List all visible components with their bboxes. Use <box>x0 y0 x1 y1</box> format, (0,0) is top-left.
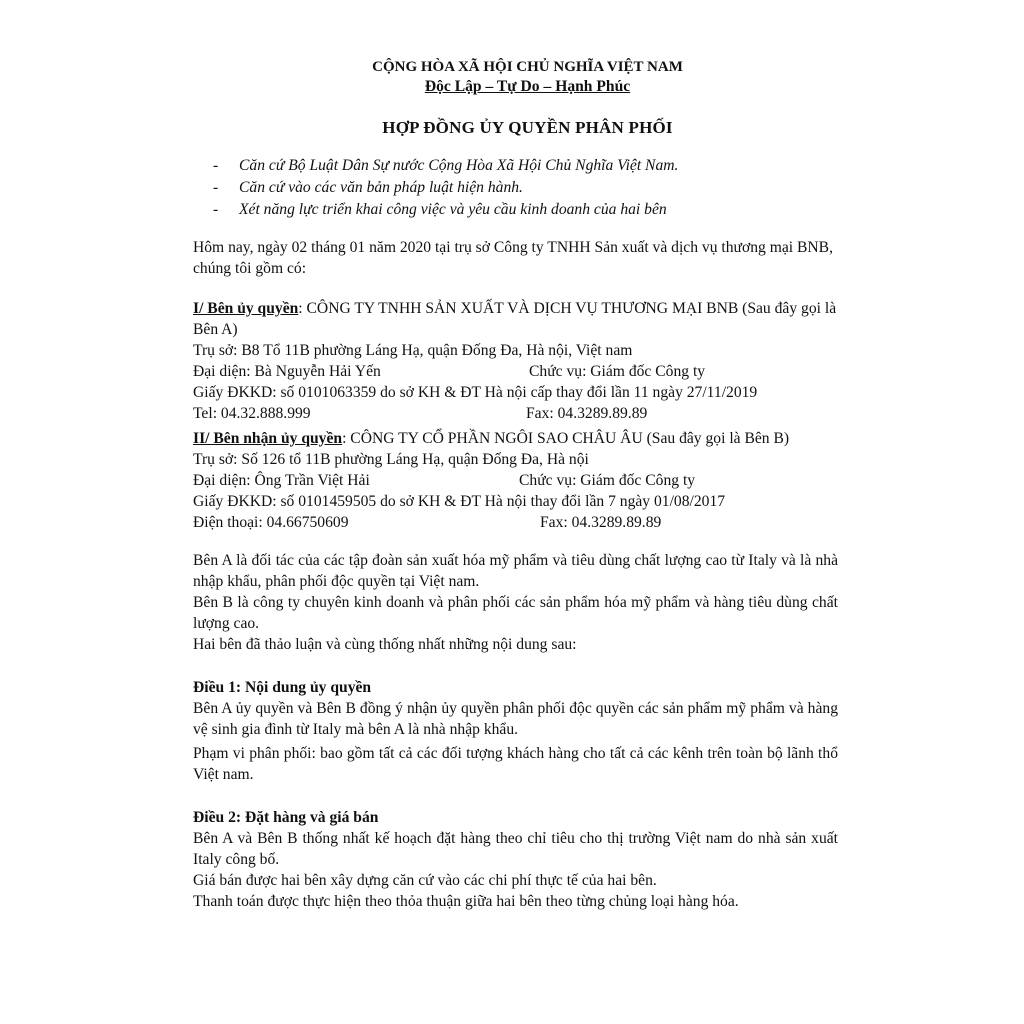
party-a-address: Trụ sở: B8 Tổ 11B phường Láng Hạ, quận Đống Đa, Hà nội, Việt nam <box>193 341 633 359</box>
background-paragraph: Bên A là đối tác của các tập đoàn sản xuất hóa mỹ phẩm và tiêu dùng chất lượng cao từ Italy và là nhà nhập khẩu, phân phối độc quyền tại Việt nam. <box>193 551 838 590</box>
motto-text: Độc Lập – Tự Do – Hạnh Phúc <box>424 78 631 95</box>
article-2-paragraph: Bên A và Bên B thống nhất kế hoạch đặt hàng theo chỉ tiêu cho thị trường Việt nam do nhà sản xuất Italy công bố. <box>193 829 838 868</box>
party-a-name: : CÔNG TY TNHH SẢN XUẤT VÀ DỊCH VỤ THƯƠNG MẠI BNB (Sau đây gọi là Bên A) <box>193 299 837 338</box>
party-a-contact-row <box>193 403 838 424</box>
article-2-paragraph: Giá bán được hai bên xây dựng căn cứ vào các chi phí thực tế của hai bên. <box>193 871 657 889</box>
party-a-section <box>193 298 838 424</box>
party-a-fax: Fax: 04.3289.89.89 <box>526 404 648 422</box>
background-paragraph: Hai bên đã thảo luận và cùng thống nhất những nội dung sau: <box>193 635 577 653</box>
motto <box>217 77 838 97</box>
legal-basis-item: - Xét năng lực triển khai công việc và yêu cầu kinh doanh của hai bên <box>213 201 667 218</box>
legal-basis-text: Căn cứ Bộ Luật Dân Sự nước Cộng Hòa Xã Hội Chủ Nghĩa Việt Nam. <box>239 157 679 174</box>
legal-basis-text: Xét năng lực triển khai công việc và yêu cầu kinh doanh của hai bên <box>239 201 667 218</box>
party-b-position: Chức vụ: Giám đốc Công ty <box>519 471 696 489</box>
party-b-tel: Điện thoại: 04.66750609 <box>193 513 349 531</box>
document-title: HỢP ĐỒNG ỦY QUYỀN PHÂN PHỐI <box>382 118 673 137</box>
party-b-representative-row <box>193 470 838 491</box>
party-a-tel: Tel: 04.32.888.999 <box>193 404 311 422</box>
background-paragraph: Bên B là công ty chuyên kinh doanh và phân phối các sản phẩm hóa mỹ phẩm và hàng tiêu dùng chất lượng cao. <box>193 593 838 632</box>
party-b-section <box>193 428 838 533</box>
contract-page <box>193 58 838 912</box>
article-1-paragraph: Bên A ủy quyền và Bên B đồng ý nhận ủy quyền phân phối độc quyền các sản phẩm mỹ phẩm và hàng vệ sinh gia đình từ Italy mà bên A là nhà nhập khẩu. <box>193 699 838 738</box>
party-a-license: Giấy ĐKKD: số 0101063359 do sở KH & ĐT Hà nội cấp thay đổi lần 11 ngày 27/11/2019 <box>193 383 758 401</box>
article-1-paragraph: Phạm vi phân phối: bao gồm tất cả các đối tượng khách hàng cho tất cả các kênh trên toàn bộ lãnh thổ Việt nam. <box>193 744 838 783</box>
party-b-name: : CÔNG TY CỔ PHẦN NGÔI SAO CHÂU ÂU (Sau đây gọi là Bên B) <box>342 429 790 447</box>
party-b-fax: Fax: 04.3289.89.89 <box>540 513 662 531</box>
party-a-title <box>193 298 838 340</box>
party-b-representative: Đại diện: Ông Trần Việt Hải <box>193 471 370 489</box>
background-section <box>193 550 838 655</box>
party-b-contact-row <box>193 512 838 533</box>
party-a-representative-row <box>193 361 838 382</box>
party-a-label: I/ Bên ủy quyền <box>193 299 299 317</box>
intro-paragraph: Hôm nay, ngày 02 tháng 01 năm 2020 tại trụ sở Công ty TNHH Sản xuất và dịch vụ thương mại BNB, chúng tôi gồm có: <box>193 238 833 277</box>
article-1-heading: Điều 1: Nội dung ủy quyền <box>193 678 372 696</box>
party-b-title <box>193 428 838 449</box>
legal-bases-list <box>193 155 838 221</box>
legal-basis-text: Căn cứ vào các văn bản pháp luật hiện hành. <box>239 179 523 196</box>
legal-basis-item: - Căn cứ Bộ Luật Dân Sự nước Cộng Hòa Xã Hội Chủ Nghĩa Việt Nam. <box>213 157 679 174</box>
party-a-position: Chức vụ: Giám đốc Công ty <box>529 362 706 380</box>
article-2-paragraph: Thanh toán được thực hiện theo thỏa thuận giữa hai bên theo từng chủng loại hàng hóa. <box>193 892 739 910</box>
nation-header: CỘNG HÒA XÃ HỘI CHỦ NGHĨA VIỆT NAM <box>372 59 683 75</box>
legal-basis-item: - Căn cứ vào các văn bản pháp luật hiện hành. <box>213 179 523 196</box>
party-b-label: II/ Bên nhận ủy quyền <box>193 429 343 447</box>
article-2-section <box>193 807 838 912</box>
party-a-representative: Đại diện: Bà Nguyễn Hải Yến <box>193 362 381 380</box>
party-b-license: Giấy ĐKKD: số 0101459505 do sở KH & ĐT Hà nội thay đổi lần 7 ngày 01/08/2017 <box>193 492 726 510</box>
party-b-address: Trụ sở: Số 126 tổ 11B phường Láng Hạ, quận Đống Đa, Hà nội <box>193 450 589 468</box>
article-2-heading: Điều 2: Đặt hàng và giá bán <box>193 808 379 826</box>
article-1-section <box>193 677 838 785</box>
